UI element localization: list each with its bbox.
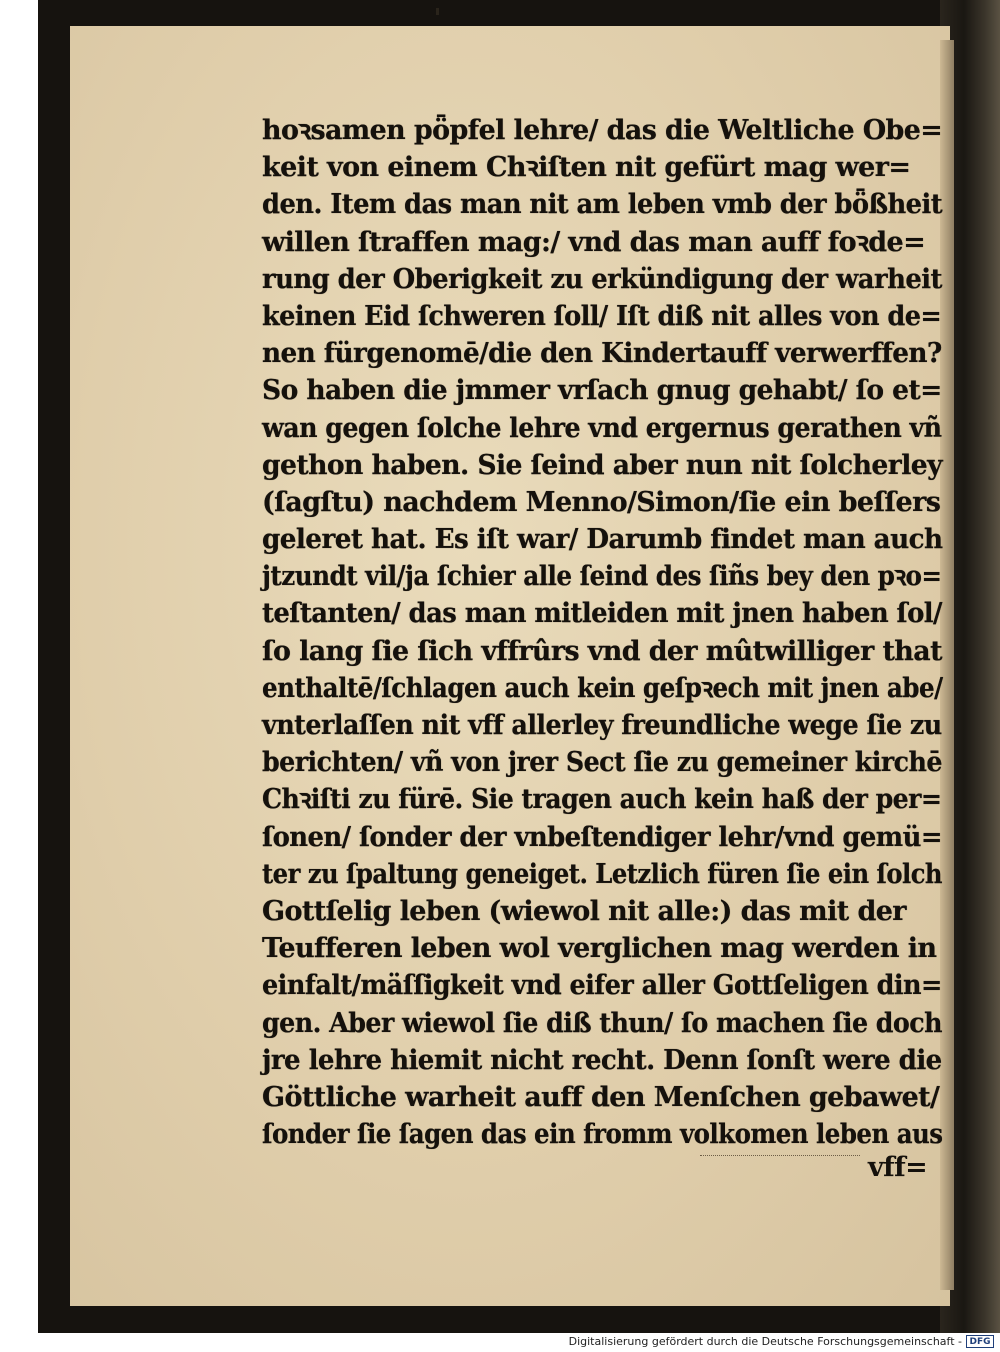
underline-mark: [700, 1155, 860, 1158]
footer-credit: Digitalisierung gefördert durch die Deutsche Forschungsgemeinschaft -: [568, 1335, 962, 1348]
text-line: ſo lang ſie ſich vffrûrs vnd der mûtwilliger that: [262, 635, 942, 667]
text-line: Teufferen leben wol verglichen mag werden in: [262, 933, 937, 965]
text-line: den. Item das man nit am leben vmb der bȫßheit: [262, 189, 943, 221]
text-line: jtzundt vil/ja ſchier alle ſeind des ſiñs bey den pꝛo=: [262, 561, 942, 593]
footer-bar: [0, 1333, 1000, 1352]
text-line: gen. Aber wiewol ſie diß thun/ ſo machen ſie doch: [262, 1007, 943, 1039]
text-line: (ſagſtu) nachdem Menno/Simon/ſie ein beſſers: [262, 486, 941, 518]
text-line: ſonen/ ſonder der vnbeſtendiger lehr/vnd gemü=: [262, 821, 942, 853]
text-line: So haben die jmmer vrſach gnug gehabt/ ſo et=: [262, 375, 942, 407]
text-line: jre lehre hiemit nicht recht. Denn ſonſt were die: [262, 1044, 942, 1076]
text-line: wan gegen ſolche lehre vnd ergernus gerathen vñ: [262, 412, 942, 444]
edge-mark: [436, 8, 439, 15]
text-line: teſtanten/ das man mitleiden mit jnen haben ſol/: [262, 598, 942, 630]
text-line: geleret hat. Es iſt war/ Darumb findet man auch: [262, 524, 943, 556]
text-line: vnterlaſſen nit vff allerley freundliche wege ſie zu: [262, 710, 942, 741]
text-line: ſonder ſie ſagen das ein fromm volkomen leben aus: [262, 1119, 943, 1151]
text-line: hoꝛsamen pȫpfel lehre/ das die Weltliche Obe=: [262, 115, 943, 146]
text-line: gethon haben. Sie ſeind aber nun nit ſolcherley: [262, 449, 942, 481]
text-line: berichten/ vñ von jrer Sect ſie zu gemeiner kirchē: [262, 747, 942, 779]
body-text: [262, 112, 942, 1153]
text-line: willen ſtraffen mag:/ vnd das man auff foꝛde=: [262, 226, 926, 258]
text-line: Gottſelig leben (wiewol nit alle:) das mit der: [262, 895, 906, 927]
text-line: ter zu ſpaltung geneiget. Letzlich füren ſie ein ſolch: [262, 858, 943, 890]
text-line: nen fürgenomē/die den Kindertauff verwerffen?: [262, 338, 942, 370]
text-line: enthaltē/ſchlagen auch kein geſpꝛech mit jnen abe/: [262, 672, 943, 704]
text-line: Göttliche warheit auff den Menſchen gebawet/: [262, 1081, 940, 1113]
text-line: keit von einem Chꝛiſten nit gefürt mag wer=: [262, 152, 911, 184]
text-line: keinen Eid ſchweren ſoll/ Iſt diß nit alles von de=: [262, 300, 942, 332]
text-line: Chꝛiſti zu fürē. Sie tragen auch kein haß der per=: [262, 784, 942, 816]
catchword: vff=: [868, 1152, 928, 1183]
dfg-logo: DFG: [966, 1335, 994, 1348]
text-line: rung der Oberigkeit zu erkündigung der warheit: [262, 263, 942, 295]
text-line: einfalt/mäſſigkeit vnd eifer aller Gottſeligen din=: [262, 970, 942, 1002]
